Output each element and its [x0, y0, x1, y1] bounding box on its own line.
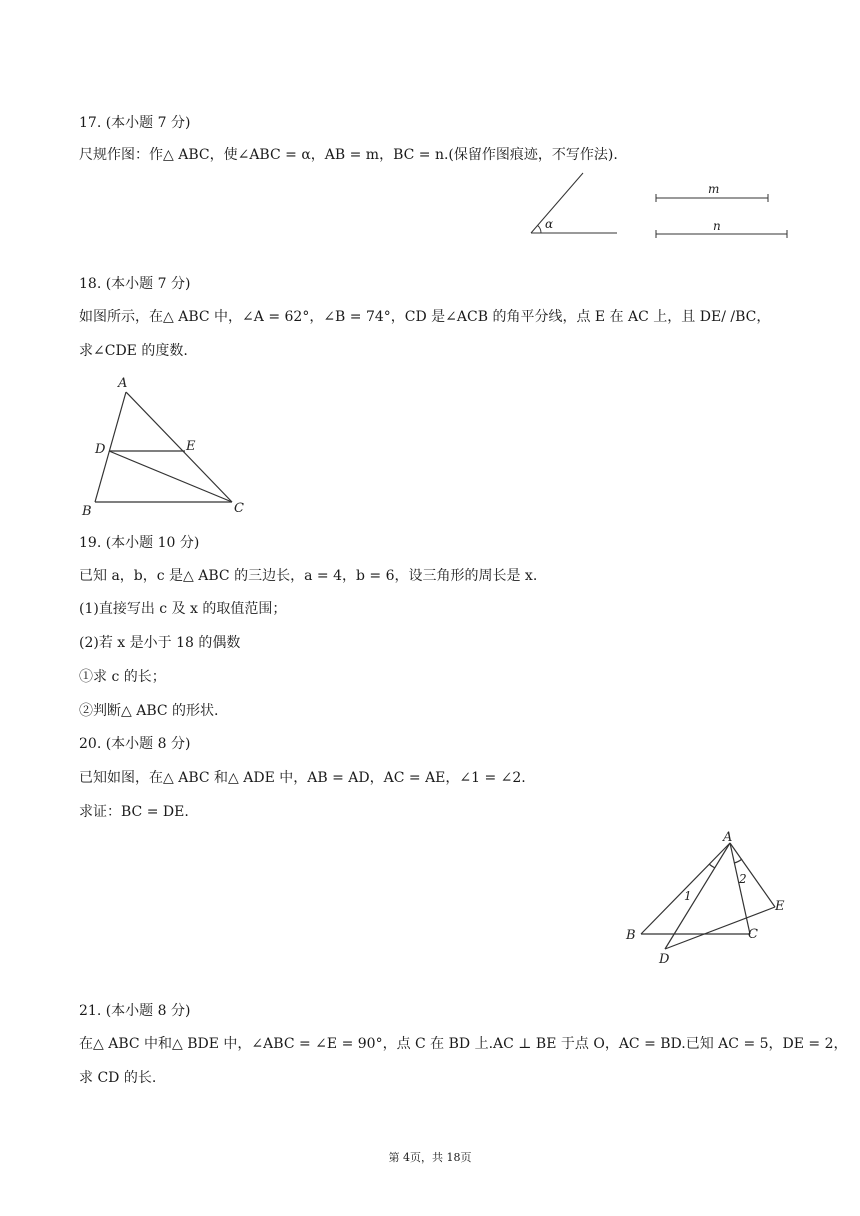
q19-text-1: 已知 a，b，c 是△ ABC 的三边长，a = 4，b = 6，设三角形的周长是 x. [79, 568, 538, 584]
side-DE [665, 907, 775, 949]
alpha-label: α [545, 217, 554, 231]
page-footer: 第 4页，共 18页 [388, 1151, 472, 1164]
label-angle-1: 1 [684, 889, 692, 903]
angle-1-arc [709, 864, 715, 868]
label-E: E [186, 439, 196, 454]
q19-text-4: ①求 c 的长； [79, 669, 166, 685]
n-label: n [713, 219, 721, 233]
label-A: A [118, 376, 128, 391]
q19-header: 19. (本小题 10 分) [79, 535, 200, 551]
label-angle-2: 2 [739, 872, 747, 886]
q17-figure [525, 168, 795, 240]
label-D: D [659, 952, 670, 967]
q18-text-2: 求∠CDE 的度数. [79, 343, 188, 359]
q20-figure [622, 826, 794, 970]
angle-ray-slant [531, 173, 583, 233]
q21-text-1: 在△ ABC 中和△ BDE 中，∠ABC = ∠E = 90°，点 C 在 BD 上.AC ⊥ BE 于点 O，AC = BD.已知 AC = 5，DE = 2， [79, 1036, 848, 1052]
angle-arc [538, 225, 541, 233]
q21-header: 21. (本小题 8 分) [79, 1003, 191, 1019]
q19-text-2: (1)直接写出 c 及 x 的取值范围； [79, 601, 287, 617]
side-AD [665, 843, 730, 949]
q18-text-1: 如图所示，在△ ABC 中，∠A = 62°，∠B = 74°，CD 是∠ACB 的角平分线，点 E 在 AC 上，且 DE/ /BC， [79, 309, 771, 325]
label-C: C [234, 501, 244, 516]
q18-figure [78, 372, 258, 520]
label-C: C [748, 927, 758, 942]
q20-header: 20. (本小题 8 分) [79, 736, 191, 752]
angle-2-arc [734, 859, 742, 863]
m-label: m [708, 182, 720, 196]
label-B: B [626, 928, 636, 943]
q19-text-5: ②判断△ ABC 的形状. [79, 703, 219, 719]
q17-text: 尺规作图：作△ ABC，使∠ABC = α，AB = m，BC = n.(保留作图痕迹，不写作法). [79, 147, 618, 163]
q20-text-2: 求证：BC = DE. [79, 804, 189, 820]
side-AC [126, 392, 232, 502]
label-E: E [775, 899, 785, 914]
segment-DC [109, 451, 232, 502]
q18-header: 18. (本小题 7 分) [79, 276, 191, 292]
q21-text-2: 求 CD 的长. [79, 1070, 157, 1086]
label-A: A [723, 830, 733, 845]
label-D: D [95, 442, 106, 457]
q17-header: 17. (本小题 7 分) [79, 115, 191, 131]
label-B: B [82, 504, 92, 519]
q19-text-3: (2)若 x 是小于 18 的偶数 [79, 635, 241, 651]
q20-text-1: 已知如图，在△ ABC 和△ ADE 中，AB = AD，AC = AE，∠1 = ∠2. [79, 770, 526, 786]
